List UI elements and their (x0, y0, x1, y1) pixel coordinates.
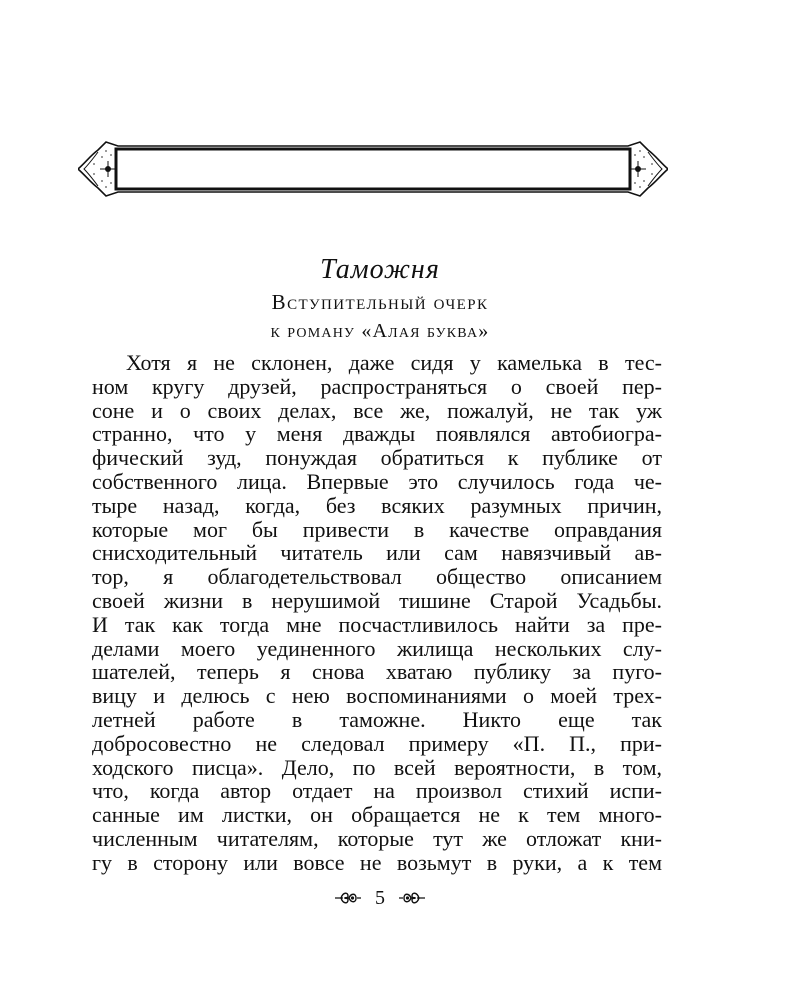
ornamental-header-frame (78, 138, 668, 200)
text-line: ном кругу друзей, распространяться о своей пер- (92, 373, 662, 399)
text-line: Хотя я не склонен, даже сидя у камелька в тес- (126, 350, 662, 375)
text-line: своей жизни в нерушимой тишине Старой Усадьбы. (92, 587, 662, 613)
text-line: санные им листки, он обращается не к тем много- (92, 802, 662, 828)
text-line: ходского писца». Дело, по всей вероятности, в том, (92, 754, 662, 780)
text-line: вицу и делюсь с нею воспоминаниями о моей трех- (92, 683, 662, 709)
body-text (92, 351, 662, 875)
ornamental-frame-icon (78, 138, 668, 200)
text-line: что, когда автор отдает на произвол стихий испи- (92, 778, 662, 804)
text-line: гу в сторону или вовсе не возьмут в руки, а к тем (92, 849, 662, 875)
text-line: тыре назад, когда, без всяких разумных причин, (92, 492, 662, 518)
page-footer (0, 886, 760, 920)
chapter-subtitle-line2: к роману «Алая буква» (270, 320, 490, 342)
text-line: странно, что у меня дважды появлялся автобиогра- (92, 421, 662, 447)
text-line: которые мог бы привести в качестве оправдания (92, 516, 662, 542)
text-line: делами моего уединенного жилища нескольких слу- (92, 635, 662, 661)
text-line: собственного лица. Впервые это случилось года че- (92, 468, 662, 494)
flourish-left-icon (333, 889, 363, 907)
chapter-subtitle-line1: Вступительный очерк (271, 290, 489, 314)
text-line: соне и о своих делах, все же, пожалуй, не так уж (92, 397, 662, 423)
text-line: летней работе в таможне. Никто еще так (92, 706, 662, 732)
text-line: шателей, теперь я снова хватаю публику за пуго- (92, 659, 662, 685)
text-line: фический зуд, понуждая обратиться к публике от (92, 445, 662, 471)
flourish-right-icon (397, 889, 427, 907)
text-line: численным читателям, которые тут же отложат кни- (92, 825, 662, 851)
chapter-title: Таможня (320, 254, 440, 285)
page-number: 5 (375, 887, 385, 909)
text-line: снисходительный читатель или сам навязчивый ав- (92, 540, 662, 566)
text-line: добросовестно не следовал примеру «П. П., при- (92, 730, 662, 756)
text-line: тор, я облагодетельствовал общество описанием (92, 564, 662, 590)
text-line: И так как тогда мне посчастливилось найти за пре- (92, 611, 662, 637)
